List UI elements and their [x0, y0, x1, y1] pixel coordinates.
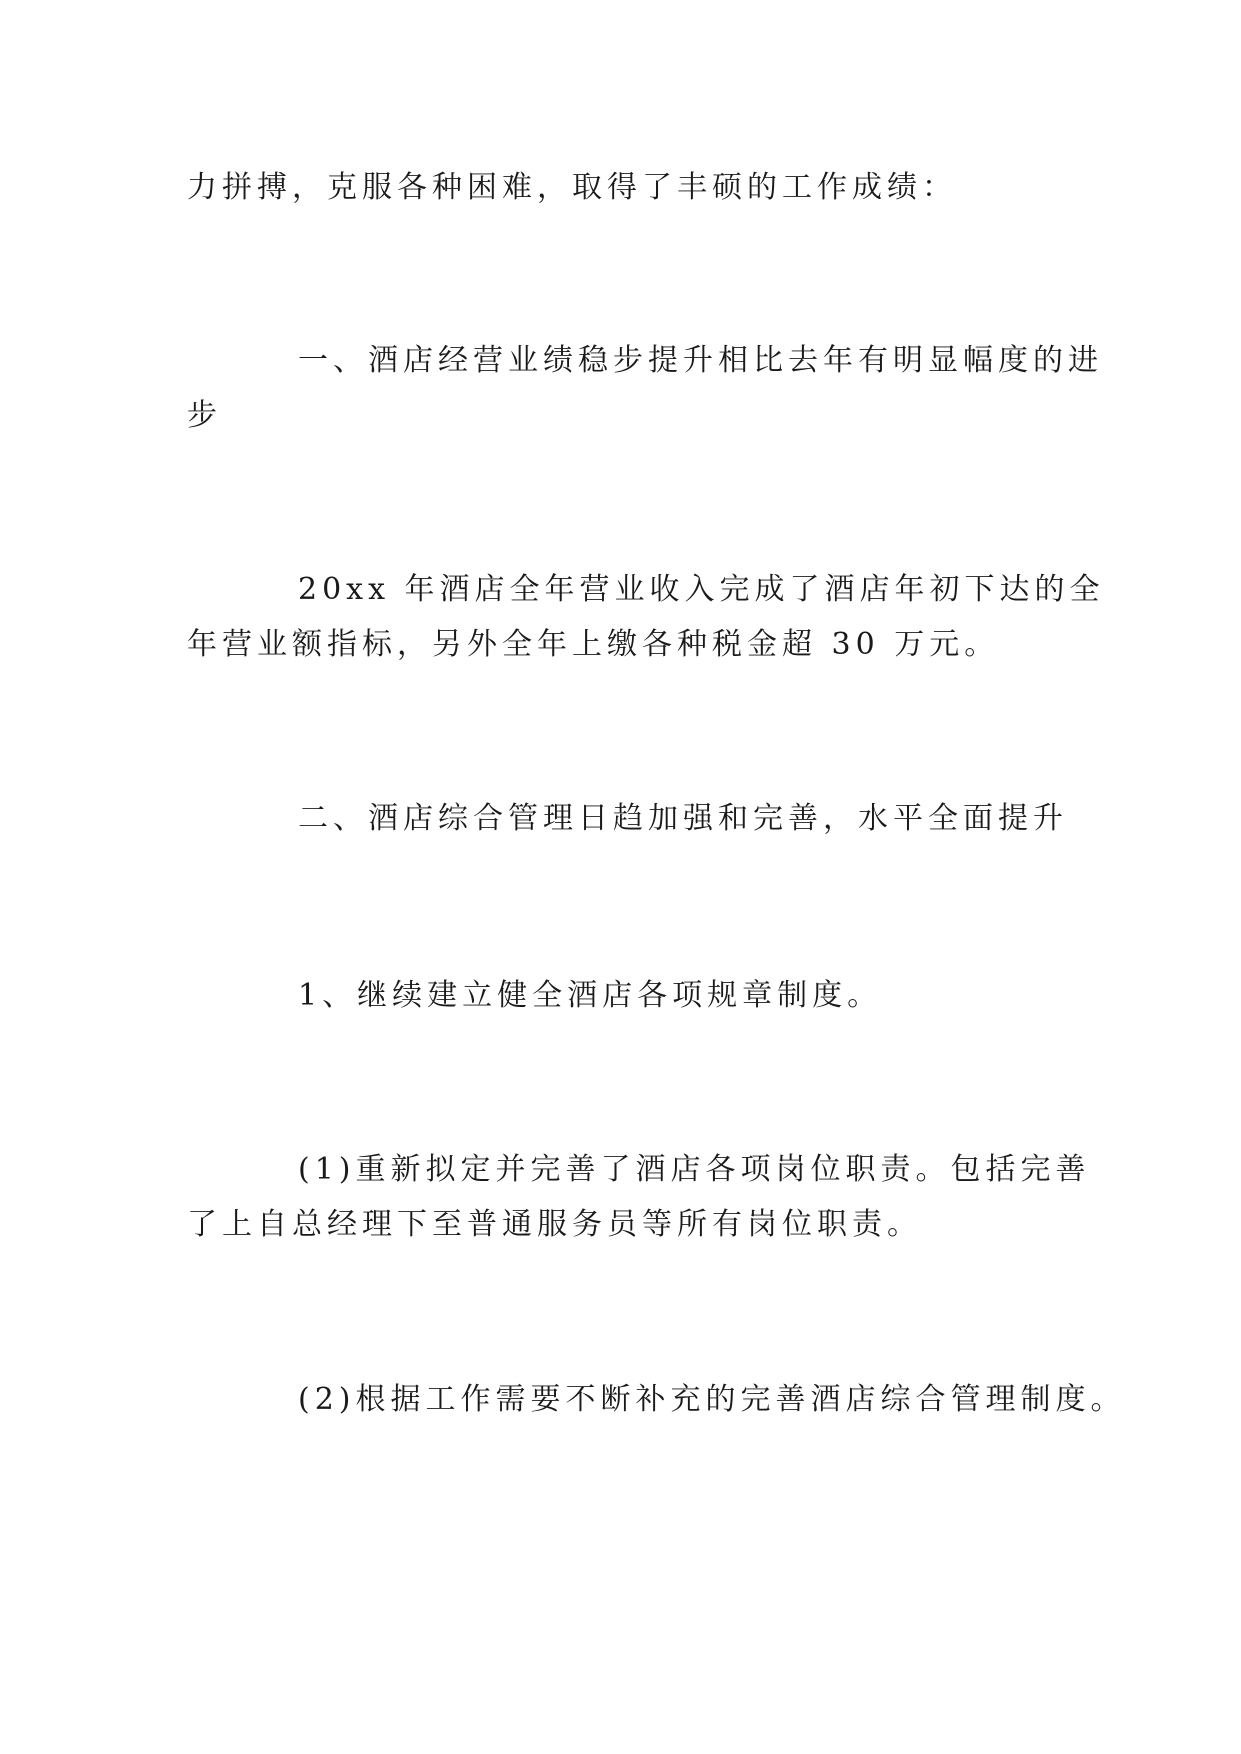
subsection-heading: 1、继续建立健全酒店各项规章制度。: [298, 978, 883, 1013]
section-heading-two: 二、酒店综合管理日趋加强和完善，水平全面提升: [298, 801, 1068, 836]
section-heading-one-continued: 步: [187, 398, 222, 433]
paragraph-line: 20xx 年酒店全年营业收入完成了酒店年初下达的全: [298, 572, 1105, 607]
list-item-continued: 了上自总经理下至普通服务员等所有岗位职责。: [187, 1207, 922, 1242]
list-item: (1)重新拟定并完善了酒店各项岗位职责。包括完善: [298, 1152, 1091, 1187]
paragraph-line: 力拼搏，克服各种困难，取得了丰硕的工作成绩：: [187, 170, 957, 205]
section-heading-one: 一、酒店经营业绩稳步提升相比去年有明显幅度的进: [298, 343, 1103, 378]
list-item: (2)根据工作需要不断补充的完善酒店综合管理制度。: [298, 1382, 1126, 1417]
paragraph-line: 年营业额指标，另外全年上缴各种税金超 30 万元。: [187, 627, 1000, 662]
